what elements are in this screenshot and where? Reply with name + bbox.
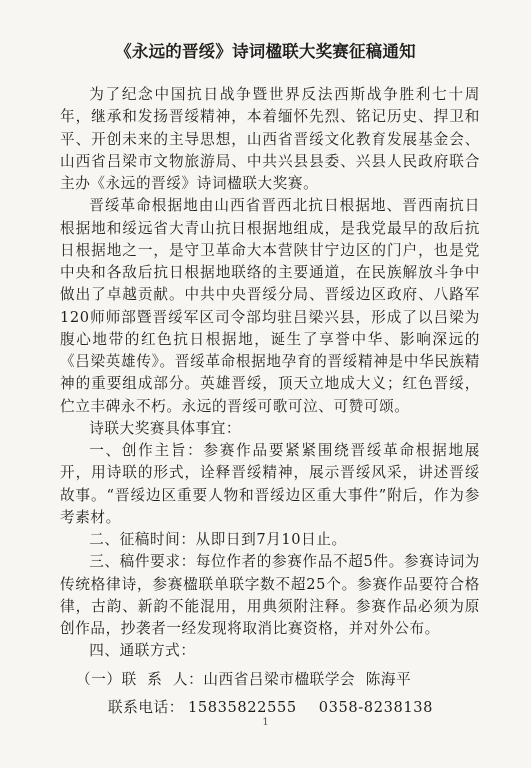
document-body (60, 84, 480, 719)
phone-label: 联系电话： (108, 698, 184, 716)
contact-person-line: （一）联 系 人：山西省吕梁市楹联学会 陈海平 (76, 670, 412, 688)
contact-phone-line (108, 697, 480, 719)
paragraph-deadline: 二、征稿时间：从即日到7月10日止。 (89, 531, 347, 548)
paragraph-theme: 一、创作主旨：参赛作品要紧紧围绕晋绥革命根据地展开，用诗联的形式，诠释晋绥精神，展示晋绥风采，讲述晋绥故事。“晋绥边区重要人物和晋绥边区重大事件”附后，作为参考素材。 (60, 442, 480, 526)
paragraph-background: 晋绥革命根据地由山西省晋西北抗日根据地、晋西南抗日根据地和绥远省大青山抗日根据地组成，是我党最早的敌后抗日根据地之一，是守卫革命大本营陕甘宁边区的门户，也是党中央和各敌后抗日根据地联络的主要通道，在民族解放斗争中做出了卓越贡献。中共中央晋绥分局、晋绥边区政府、八路军120师师部暨晋绥军区司令部均驻吕梁兴县，形成了以吕梁为腹心地带的红色抗日根据地，诞生了享誉中华、影响深远的《吕梁英雄传》。晋绥革命根据地孕育的晋绥精神是中华民族精神的重要组成部分。英雄晋绥，顶天立地成大义；红色晋绥，伫立丰碑永不朽。永远的晋绥可歌可泣、可赞可颂。 (60, 197, 480, 415)
paragraph-requirements: 三、稿件要求：每位作者的参赛作品不超5件。参赛诗词为传统格律诗，参赛楹联单联字数不超25个。参赛作品要符合格律，古韵、新韵不能混用，用典须附注释。参赛作品必须为原创作品，抄袭者一经发现将取消比赛资格，并对外公布。 (60, 553, 480, 637)
phone-mobile: 15835822555 (187, 698, 297, 716)
paragraph-contact-heading: 四、通联方式： (89, 642, 196, 660)
document-title: 《永远的晋绥》诗词楹联大奖赛征稿通知 (115, 42, 416, 61)
paragraph-details-heading: 诗联大奖赛具体事宜： (89, 419, 242, 437)
page-number: 1 (262, 717, 269, 728)
phone-landline: 0358-8238138 (318, 698, 434, 716)
paragraph-intro: 为了纪念中国抗日战争暨世界反法西斯战争胜利七十周年，继承和发扬晋绥精神，本着缅怀先烈、铭记历史、捍卫和平、开创未来的主导思想，山西省晋绥文化教育发展基金会、山西省吕梁市文物旅游局、中共兴县县委、兴县人民政府联合主办《永远的晋绥》诗词楹联大奖赛。 (60, 86, 480, 192)
